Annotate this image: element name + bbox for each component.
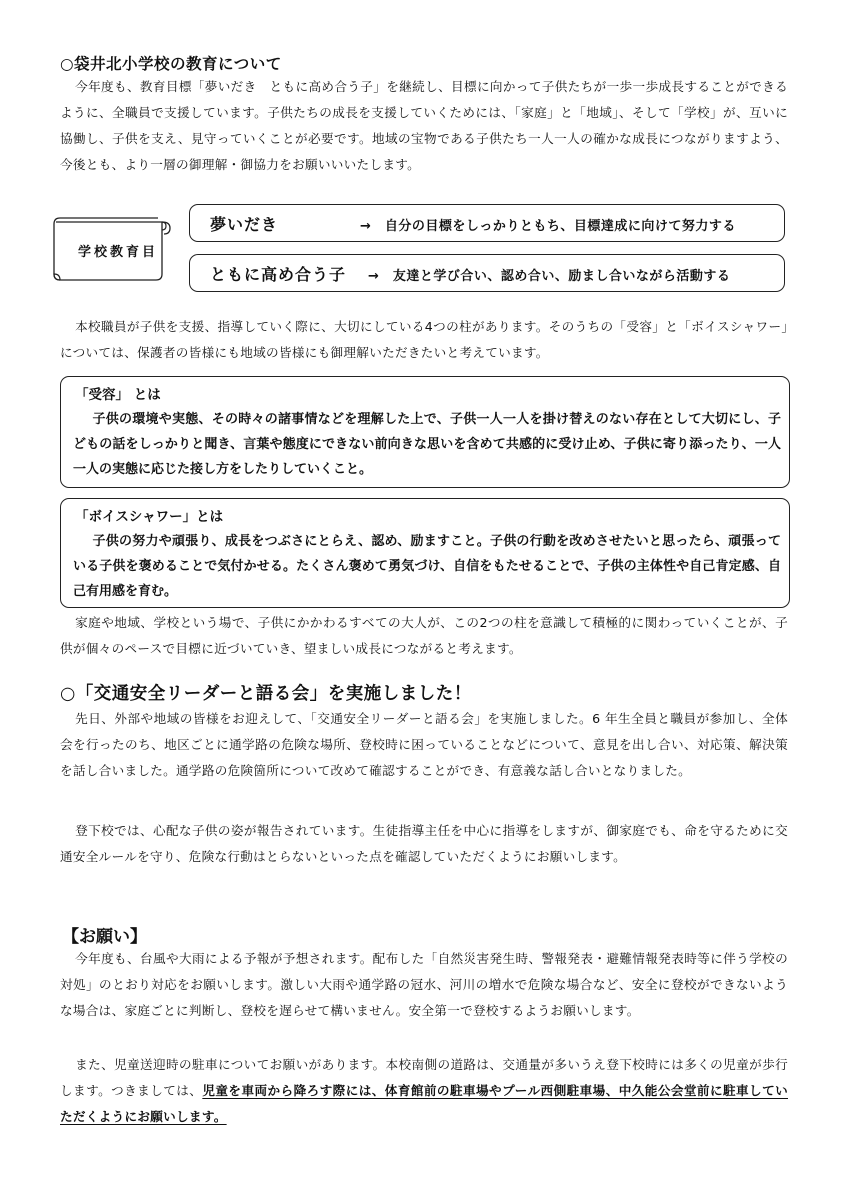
goal-key: ともに高め合う子	[210, 265, 347, 284]
voice-shower-box	[60, 498, 790, 608]
parking-request-emphasis: 児童を車両から降ろす際には、体育館前の駐車場やプール西側駐車場、中久能公会堂前に駐車していただくようにお願いします。	[60, 1083, 788, 1124]
goal-description: → 友達と学び合い、認め合い、励まし合いながら活動する	[368, 269, 731, 284]
section-heading-request: 【お願い】	[62, 927, 147, 947]
request-paragraph-1: 今年度も、台風や大雨による予報が予想されます。配布した「自然災害発生時、警報発表・避難情報発表時等に伴う学校の対処」のとおり対応をお願いします。激しい大雨や通学路の冠水、河川の増水で危険な場合など、安全に登校ができないような場合は、家庭ごとに判断し、登校を遅らせて構いません。安全第一で登校するようお願いします。	[60, 951, 788, 1018]
acceptance-box	[60, 376, 790, 488]
voice-shower-body: 子供の努力や頑張り、成長をつぶさにとらえ、認め、励ますこと。子供の行動を改めさせたいと思ったら、頑張っている子供を褒めることで気付かせる。たくさん褒めて勇気づけ、自信をもたせることで、子供の主体性や自己肯定感、自己有用感を育む。	[73, 534, 781, 599]
education-paragraph: 今年度も、教育目標「夢いだき ともに高め合う子」を継続し、目標に向かって子供たちが一歩一歩成長することができるように、全職員で支援しています。子供たちの成長を支援していくためには、「家庭」と「地域」、そして「学校」が、互いに協働し、子供を支え、見守っていくことが必要です。地域の宝物である子供たち一人一人の確かな成長につながりますよう、今後とも、より一層の御理解・御協力をお願いいいたします。	[60, 79, 788, 172]
traffic-paragraph-2: 登下校では、心配な子供の姿が報告されています。生徒指導主任を中心に指導をしますが、御家庭でも、命を守るために交通安全ルールを守り、危険な行動はとらないといった点を確認していただくようにお願いします。	[60, 823, 788, 864]
section-heading-traffic: ○「交通安全リーダーと語る会」を実施しました！	[60, 684, 472, 704]
voice-shower-title: 「ボイスシャワー」とは	[75, 509, 224, 525]
pillars-closing: 家庭や地域、学校という場で、子供にかかわるすべての大人が、この2つの柱を意識して積極的に関わっていくことが、子供が個々のペースで目標に近づいていき、望ましい成長につながると考えます。	[60, 615, 788, 656]
school-goal-banner	[50, 214, 174, 284]
banner-label: 学校教育目	[78, 245, 159, 260]
section-heading-education: ○袋井北小学校の教育について	[60, 55, 282, 73]
request-paragraph-2	[60, 1052, 788, 1130]
goal-item-1	[189, 204, 785, 242]
acceptance-title: 「受容」 とは	[75, 387, 161, 403]
request-text: また、児童送迎時の駐車についてお願いがあります。本校南側の道路は、交通量が多いうえ登下校時には多くの児童が歩行します。つきましては、	[60, 1057, 788, 1098]
goal-item-2	[189, 254, 785, 292]
goal-key: 夢いだき	[210, 215, 279, 234]
acceptance-body: 子供の環境や実態、その時々の諸事情などを理解した上で、子供一人一人を掛け替えのない存在として大切にし、子どもの話をしっかりと聞き、言葉や態度にできない前向きな思いを含めて共感的に受け止め、子供に寄り添ったり、一人一人の実態に応じた接し方をしたりしていくこと。	[73, 412, 781, 477]
pillars-intro: 本校職員が子供を支援、指導していく際に、大切にしている4つの柱があります。そのうちの「受容」と「ボイスシャワー」については、保護者の皆様にも地域の皆様にも御理解いただきたいと考えています。	[60, 319, 788, 360]
traffic-paragraph-1: 先日、外部や地域の皆様をお迎えして、「交通安全リーダーと語る会」を実施しました。6 年生全員と職員が参加し、全体会を行ったのち、地区ごとに通学路の危険な場所、登校時に困っていることなどについて、意見を出し合い、対応策、解決策を話し合いました。通学路の危険箇所について改めて確認することができ、有意義な話し合いとなりました。	[60, 711, 788, 778]
goal-description: → 自分の目標をしっかりともち、目標達成に向けて努力する	[360, 219, 736, 234]
